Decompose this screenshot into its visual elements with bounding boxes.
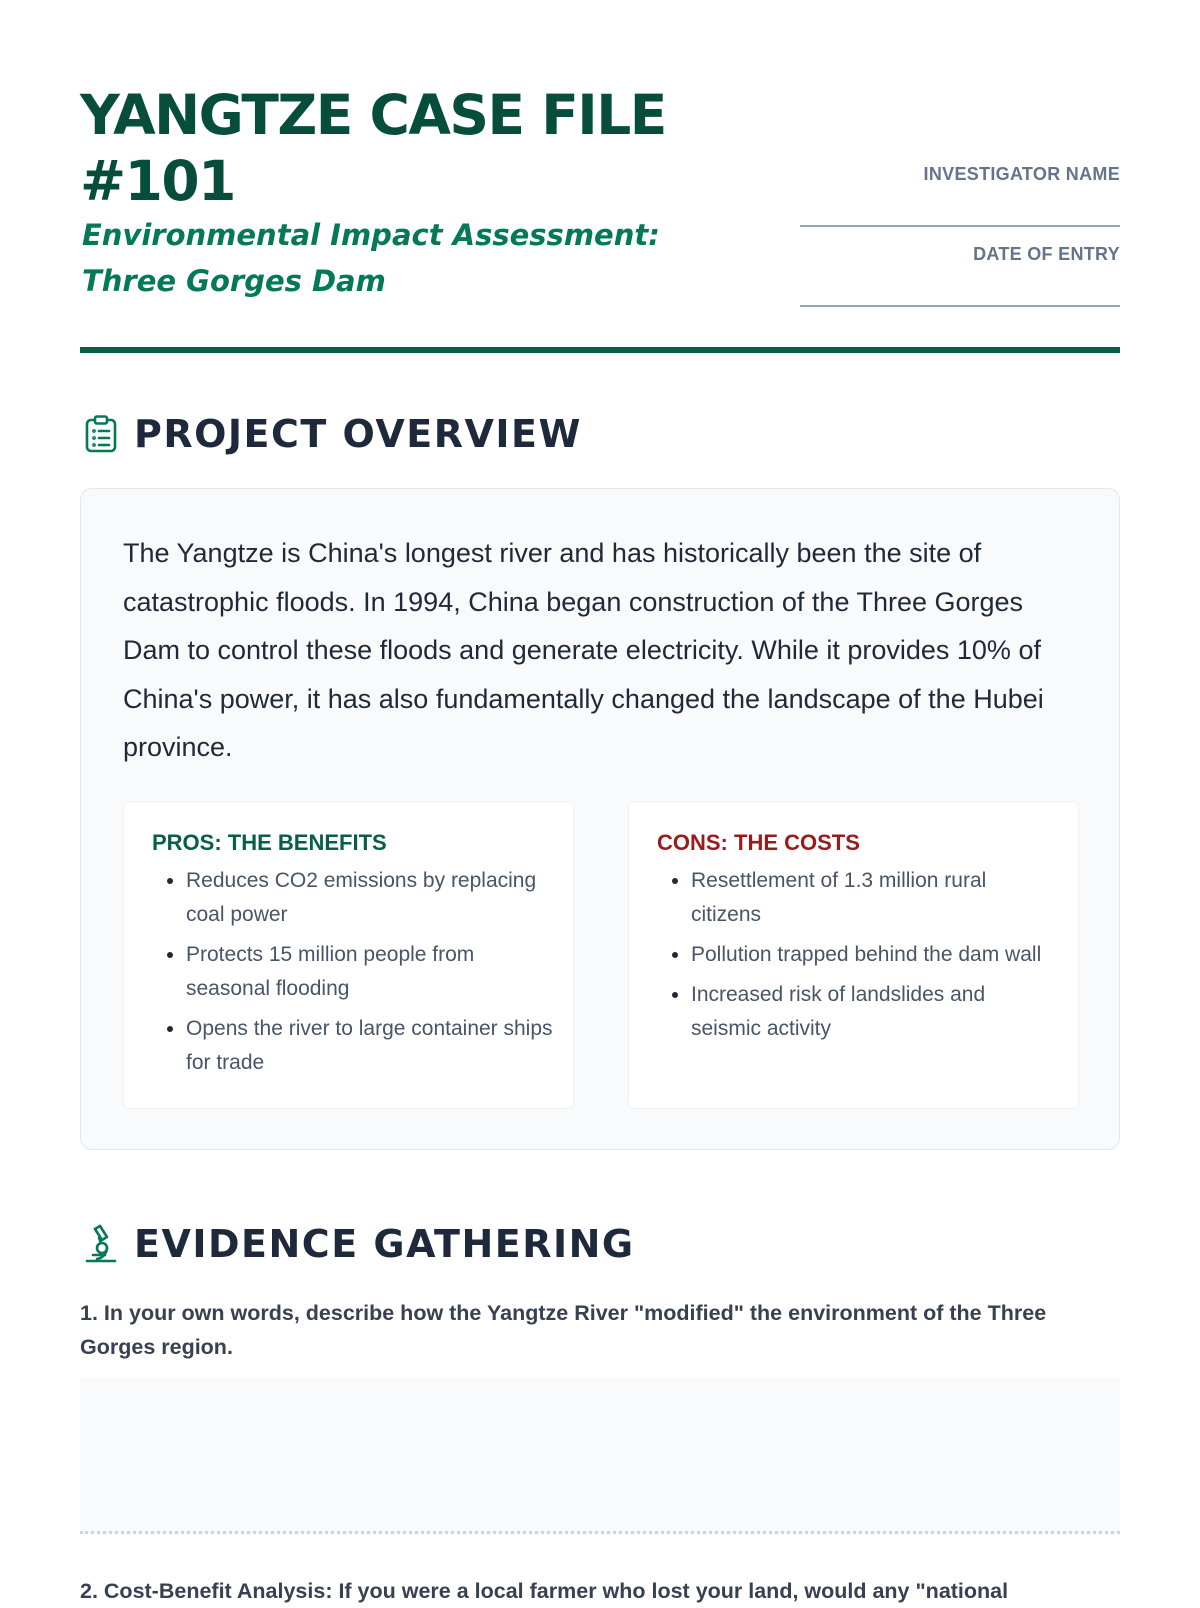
list-item: • Opens the river to large container ships for trade <box>186 1012 553 1080</box>
page-subtitle: Environmental Impact Assessment: Three Gorges Dam <box>82 218 660 298</box>
header-divider <box>80 347 1120 353</box>
investigator-name-field[interactable] <box>800 160 1120 240</box>
date-of-entry-label: DATE OF ENTRY <box>973 244 1120 264</box>
list-item: • Resettlement of 1.3 million rural citizens <box>691 864 1058 932</box>
overview-header <box>80 412 582 456</box>
investigator-name-label: INVESTIGATOR NAME <box>923 164 1120 184</box>
clipboard-icon <box>80 413 122 455</box>
cons-title: CONS: THE COSTS <box>657 830 860 855</box>
cons-card <box>628 801 1079 1109</box>
overview-heading: PROJECT OVERVIEW <box>134 412 582 456</box>
pros-list <box>152 864 553 1080</box>
list-item: • Increased risk of landslides and seismic activity <box>691 978 1058 1046</box>
date-of-entry-field[interactable] <box>800 240 1120 320</box>
meta-fields <box>800 160 1120 320</box>
list-item: • Protects 15 million people from seasonal flooding <box>186 938 553 1006</box>
evidence-header <box>80 1222 635 1266</box>
question-1: 1. In your own words, describe how the Yangtze River "modified" the environment of the Three Gorges region. <box>80 1301 1047 1359</box>
date-of-entry-line <box>800 305 1120 307</box>
overview-text: The Yangtze is China's longest river and has historically been the site of catastrophic floods. In 1994, China began construction of the Three Gorges Dam to control these floods and generate electricity. While it provides 10% of China's power, it has also fundamentally changed the landscape of the Hubei province. <box>123 538 1044 762</box>
list-item: • Reduces CO2 emissions by replacing coal power <box>186 864 553 932</box>
investigator-name-line <box>800 225 1120 227</box>
overview-card <box>80 488 1120 1150</box>
pros-title: PROS: THE BENEFITS <box>152 830 387 855</box>
list-item: • Pollution trapped behind the dam wall <box>691 938 1058 972</box>
evidence-heading: EVIDENCE GATHERING <box>134 1222 635 1266</box>
answer-1-box[interactable] <box>80 1378 1120 1534</box>
question-2: 2. Cost-Benefit Analysis: If you were a local farmer who lost your land, would any "national <box>80 1579 1009 1603</box>
cons-list <box>657 864 1058 1046</box>
pros-card <box>123 801 574 1109</box>
page-title: YANGTZE CASE FILE #101 <box>80 83 666 213</box>
microscope-icon <box>80 1223 122 1265</box>
